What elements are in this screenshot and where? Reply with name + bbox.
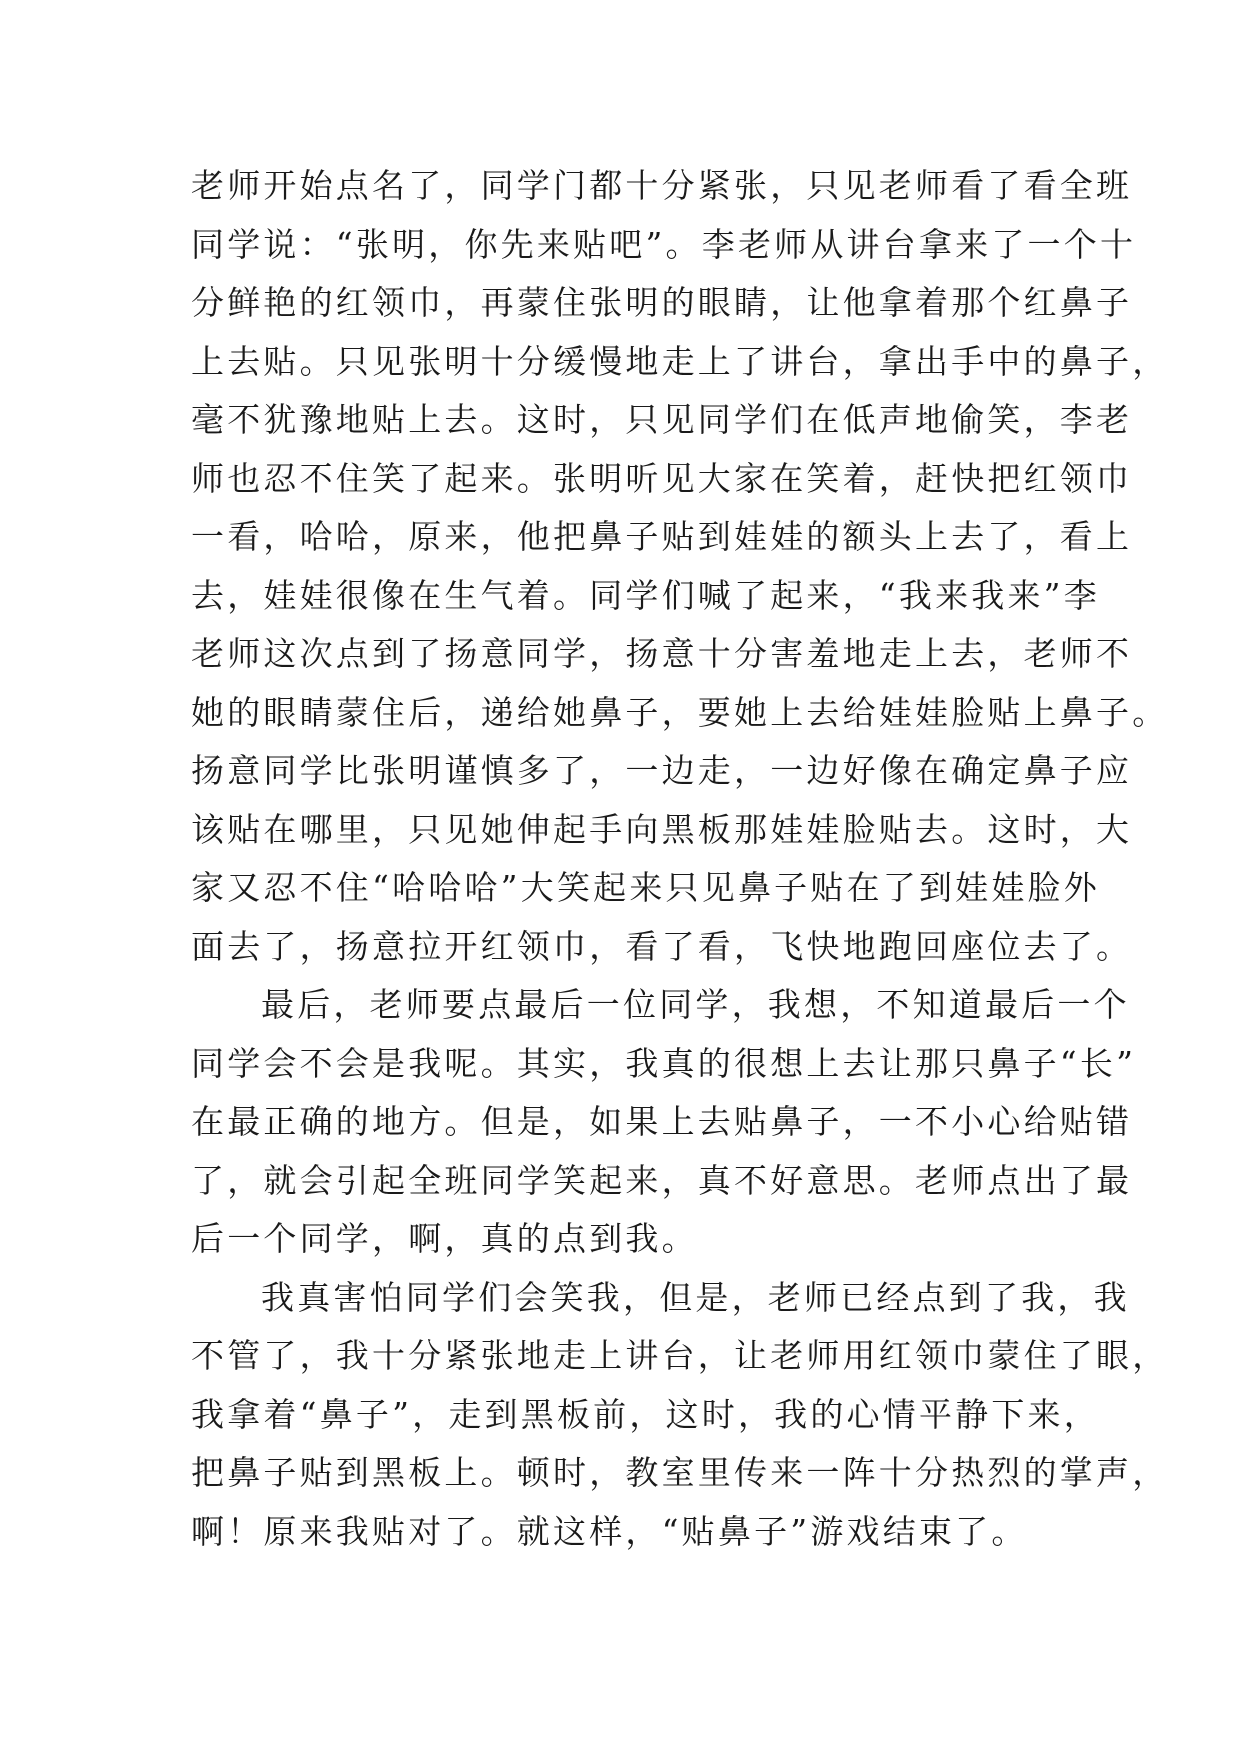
text-line: 她的眼睛蒙住后，递给她鼻子，要她上去给娃娃脸贴上鼻子。 <box>191 692 1169 732</box>
text-line: 扬意同学比张明谨慎多了，一边走，一边好像在确定鼻子应 <box>191 751 1133 790</box>
text-line: 面去了，扬意拉开红领巾，看了看，飞快地跑回座位去了。 <box>191 926 1133 966</box>
text-line: 在最正确的地方。但是，如果上去贴鼻子，一不小心给贴错 <box>191 1102 1133 1141</box>
text-line: 家又忍不住“哈哈哈”大笑起来只见鼻子贴在了到娃娃脸外 <box>191 868 1100 907</box>
text-line: 老师开始点名了，同学门都十分紧张，只见老师看了看全班 <box>191 166 1133 205</box>
text-line: 后一个同学，啊，真的点到我。 <box>191 1219 698 1258</box>
text-line: 该贴在哪里，只见她伸起手向黑板那娃娃脸贴去。这时，大 <box>191 809 1133 849</box>
text-line: 把鼻子贴到黑板上。顿时，教室里传来一阵十分热烈的掌声， <box>191 1453 1169 1492</box>
text-line: 同学说：“张明，你先来贴吧”。李老师从讲台拿来了一个十 <box>191 224 1137 264</box>
paragraph-start-line: 我真害怕同学们会笑我，但是，老师已经点到了我，我 <box>261 1277 1130 1317</box>
text-line: 不管了，我十分紧张地走上讲台，让老师用红领巾蒙住了眼， <box>191 1336 1169 1375</box>
paragraph-start-line: 最后，老师要点最后一位同学，我想，不知道最后一个 <box>261 985 1130 1024</box>
text-line: 了，就会引起全班同学笑起来，真不好意思。老师点出了最 <box>191 1160 1133 1200</box>
text-line: 毫不犹豫地贴上去。这时，只见同学们在低声地偷笑，李老 <box>191 400 1133 439</box>
text-line: 上去贴。只见张明十分缓慢地走上了讲台，拿出手中的鼻子， <box>191 341 1169 381</box>
text-line: 师也忍不住笑了起来。张明听见大家在笑着，赶快把红领巾 <box>191 458 1133 498</box>
text-line: 啊！原来我贴对了。就这样，“贴鼻子”游戏结束了。 <box>191 1511 1028 1551</box>
text-line: 我拿着“鼻子”，走到黑板前，这时，我的心情平静下来， <box>191 1394 1100 1434</box>
body-text <box>191 157 1169 1561</box>
text-line: 去，娃娃很像在生气着。同学们喊了起来，“我来我来”李 <box>191 575 1100 615</box>
text-line: 分鲜艳的红领巾，再蒙住张明的眼睛，让他拿着那个红鼻子 <box>191 283 1133 322</box>
text-line: 一看，哈哈，原来，他把鼻子贴到娃娃的额头上去了，看上 <box>191 517 1133 556</box>
text-line: 同学会不会是我呢。其实，我真的很想上去让那只鼻子“长” <box>191 1043 1137 1083</box>
text-line: 老师这次点到了扬意同学，扬意十分害羞地走上去，老师不 <box>191 634 1133 673</box>
